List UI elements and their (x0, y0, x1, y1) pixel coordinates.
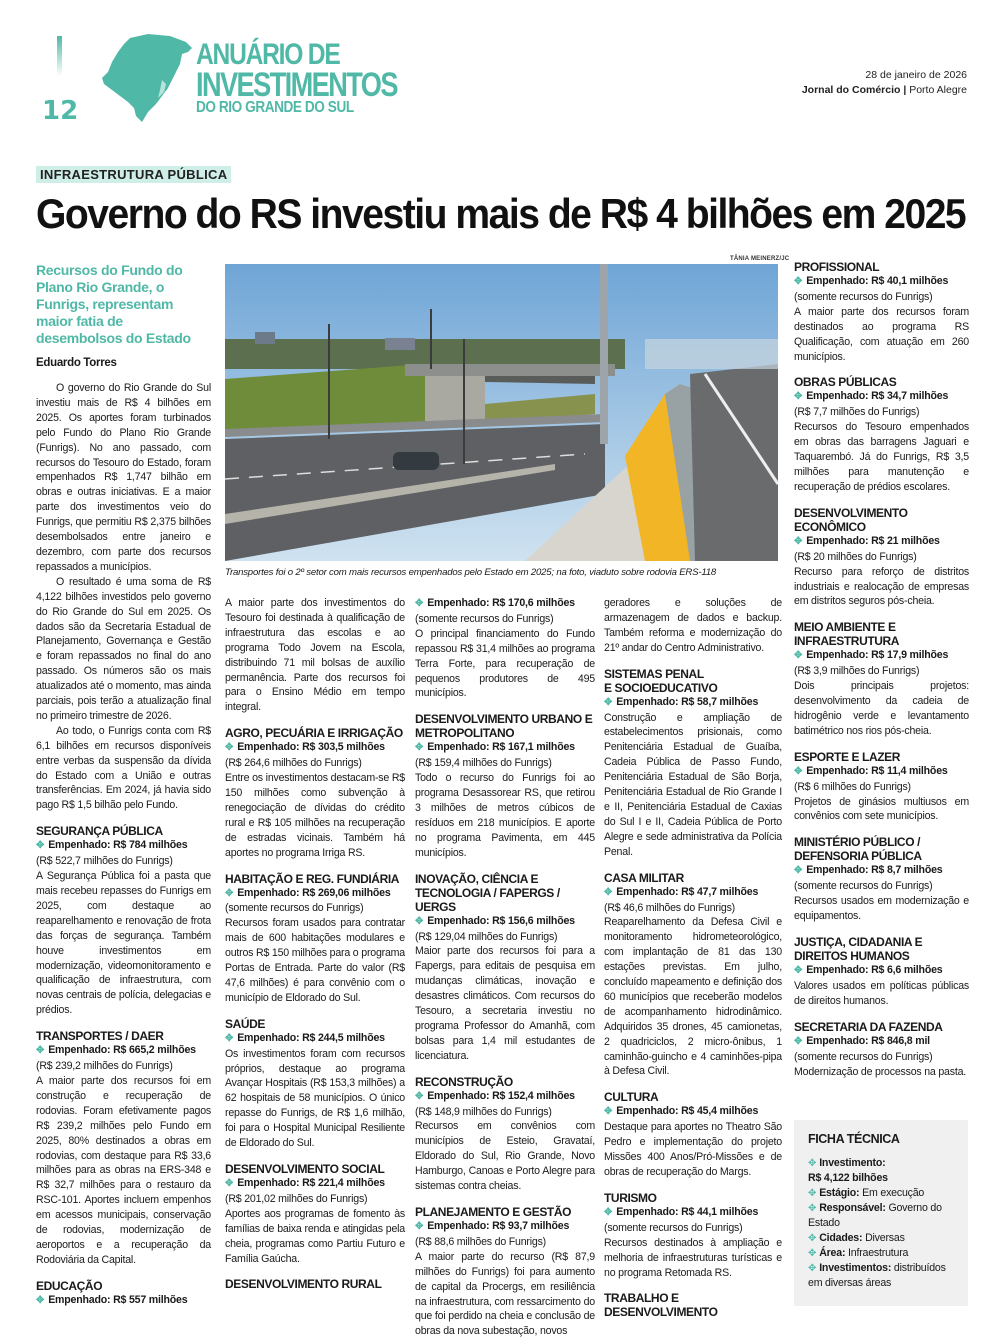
page-number: 12 (42, 96, 79, 126)
logo-line-1: ANUÁRIO DE (196, 38, 340, 71)
title-line: MEIO AMBIENTE E (794, 620, 896, 635)
title-line: INOVAÇÃO, CIÊNCIA E (415, 871, 539, 886)
section-title (415, 712, 595, 740)
empenhado-value: Empenhado: R$ 93,7 milhões (427, 1220, 570, 1232)
funrigs-note: (R$ 7,7 milhões do Funrigs) (794, 406, 920, 419)
empenhado-value: Empenhado: R$ 6,6 milhões (806, 964, 943, 976)
diamond-bullet-icon: ✥ (808, 1233, 817, 1244)
section-title: TRABALHO E DESENVOLVIMENTO (604, 1291, 718, 1320)
ficha-label: Área: (819, 1247, 846, 1259)
diamond-bullet-icon: ✥ (36, 1294, 45, 1306)
ficha-item-investimento (808, 1156, 954, 1186)
title-line: DIREITOS HUMANOS (794, 949, 910, 963)
ficha-value: R$ 4,122 bilhões (808, 1172, 888, 1184)
section-text: O principal financiamento do Fundo repassou R$ 31,4 milhões ao programa Terra Forte, para recuperação de pequenos produtores de 495 municípios. (415, 627, 595, 700)
diamond-bullet-icon: ✥ (225, 887, 234, 899)
lede: Recursos do Fundo do Plano Rio Grande, o Funrigs, representam maior fatia de desembolsos do Estado (36, 262, 191, 346)
empenhado-value: Empenhado: R$ 244,5 milhões (237, 1031, 385, 1044)
empenhado-line (415, 1219, 595, 1235)
funrigs-note: (R$ 201,02 milhões do Funrigs) (225, 1192, 368, 1205)
section-text: Destaque para aportes no Theatro São Pedro e implementação do projeto Missões 400 Anos/Pró-Missões e de obras de recuperação do Margs. (604, 1121, 782, 1178)
section-title: OBRAS PÚBLICAS (794, 375, 897, 390)
diamond-bullet-icon: ✥ (225, 1032, 234, 1044)
empenhado-value: Empenhado: R$ 47,7 milhões (616, 885, 759, 898)
diamond-bullet-icon: ✥ (604, 696, 613, 708)
diamond-bullet-icon: ✥ (36, 840, 45, 852)
section-text: A maior parte do recurso (R$ 87,9 milhões do Funrigs) foi para aumento de capital da Procergs, em resiliência na infraestrutura, com ressarcimento do que foi perdido na cheia e conclusão de obras da nova subestação, novos (415, 1250, 595, 1338)
empenhado-line (36, 1043, 211, 1059)
column-4 (604, 596, 782, 1319)
funrigs-note: (somente recursos do Funrigs) (225, 902, 364, 915)
title-line: JUSTIÇA, CIDADANIA E (794, 935, 923, 949)
section-trabalho-continued (794, 260, 969, 364)
ficha-label: Investimento: (819, 1157, 886, 1169)
empenhado-line (225, 740, 405, 756)
section-saude (225, 1017, 405, 1151)
ficha-item-area (808, 1246, 954, 1261)
ficha-value: Governo do Estado (808, 1202, 942, 1229)
ficha-value: distribuídos em diversas áreas (808, 1262, 946, 1289)
empenhado-line (604, 695, 782, 711)
empenhado-value: Empenhado: R$ 167,1 milhões (427, 741, 575, 754)
ficha-item-cidades (808, 1231, 954, 1246)
diamond-bullet-icon: ✥ (794, 535, 803, 547)
section-trabalho (604, 1291, 782, 1319)
empenhado-value: Empenhado: R$ 665,2 milhões (48, 1044, 196, 1057)
empenhado-line (225, 886, 405, 902)
section-desenvolvimento-urbano (415, 712, 595, 860)
diamond-bullet-icon: ✥ (415, 1090, 424, 1102)
section-text: Maior parte dos recursos foi para a Fapergs, para editais de pesquisa em mudanças climáticas, inovação e desastres climáticos. Com recursos do Tesouro, a secretaria investiu no programa Professor do Amanhã, com bolsas para 1,4 mil estudantes de licenciatura. (415, 945, 595, 1062)
empenhado-value: Empenhado: R$ 846,8 mil (806, 1034, 930, 1047)
empenhado-line (415, 596, 595, 612)
section-text: Recurso para reforço de distritos industriais e realocação de empresas em distritos seguros pós-cheia. (794, 565, 969, 608)
section-title: TRANSPORTES / DAER (36, 1029, 164, 1044)
section-meio-ambiente (794, 620, 969, 738)
anuario-logo (196, 40, 447, 116)
section-turismo (604, 1191, 782, 1281)
ficha-value: Em execução (862, 1187, 925, 1199)
empenhado-value: Empenhado: R$ 8,7 milhões (806, 864, 943, 877)
empenhado-line (794, 1034, 969, 1050)
ficha-item-estagio (808, 1186, 954, 1201)
empenhado-line (415, 1089, 595, 1105)
section-title (794, 620, 969, 648)
section-seguranca (36, 824, 211, 1018)
ficha-item-investimentos (808, 1261, 954, 1291)
section-title: ESPORTE E LAZER (794, 749, 901, 764)
intro-paragraph: O resultado é uma soma de R$ 4,122 bilhões investidos pelo governo do Rio Grande do Sul em 2025. Os dados são da Secretaria Estadual de Planejamento, Governança e Gestão e foram repassados no final do ano passado. Os números são os mais atualizados até o momento, mas ainda parciais, pois terão a atualização final no primeiro trimestre de 2026. (36, 575, 211, 722)
funrigs-note: (somente recursos do Funrigs) (794, 880, 933, 893)
ficha-label: Investimentos: (819, 1262, 892, 1274)
funrigs-note: (somente recursos do Funrigs) (794, 1050, 933, 1063)
section-title (604, 667, 782, 695)
diamond-bullet-icon: ✥ (415, 1221, 424, 1232)
title-line: TECNOLOGIA / FAPERGS / UERGS (415, 885, 560, 914)
empenhado-line (794, 389, 969, 405)
empenhado-line (36, 838, 211, 854)
intro-paragraph: Ao todo, o Funrigs conta com R$ 6,1 bilhões em recursos disponíveis entre verbas da suspensão da dívida do Estado com a União e outras transferências. Em 2024, já havia sido pago R$ 1,5 bilhão pelo Fundo. (36, 724, 211, 812)
ficha-label: Responsável: (819, 1202, 886, 1214)
section-title (794, 935, 969, 963)
empenhado-value: Empenhado: R$ 156,6 milhões (427, 914, 575, 927)
diamond-bullet-icon: ✥ (808, 1203, 817, 1214)
empenhado-line (794, 963, 969, 979)
viaduct-photo-illustration (225, 264, 778, 561)
empenhado-line (794, 274, 969, 290)
section-title (794, 835, 969, 863)
empenhado-value: Empenhado: R$ 303,5 milhões (237, 741, 385, 754)
empenhado-line (604, 1104, 782, 1120)
empenhado-line (604, 885, 782, 901)
photo-credit: TÂNIA MEINERZ/JC (730, 256, 790, 262)
separator: | (900, 84, 910, 96)
diamond-bullet-icon: ✥ (794, 865, 803, 877)
section-cultura (604, 1090, 782, 1180)
title-line: SISTEMAS PENAL (604, 666, 704, 681)
section-text: Construção e ampliação de estabelecimentos prisionais, como Penitenciária Estadual de Guaíba, Cadeia Pública de Passo Fundo, Penitenciária Estadual de São Borja, Penitenciária Estadual de Rio Grande I e II, Penitenciária Estadual de Caxias do Sul I e II, Cadeia Pública de Porto Alegre e sede administrativa da Polícia Penal. (604, 711, 782, 858)
section-planejamento (415, 1205, 595, 1339)
title-line: MINISTÉRIO PÚBLICO / (794, 835, 921, 850)
ficha-title: FICHA TÉCNICA (808, 1132, 900, 1146)
section-text: A Segurança Pública foi a pasta que mais recebeu repasses do Funrigs em 2025, com destaque ao reaparelhamento e renovação de frota das forças de segurança. Também houve investimentos em modernização, videomonitoramento e qualificação de infraestrutura, com novas centrais de polícia, delegacias e prédios. (36, 870, 211, 1017)
section-desenvolvimento-economico (794, 506, 969, 610)
empenhado-line (604, 1205, 782, 1221)
section-text-continued: geradores e soluções de armazenagem de dados e backup. Também reforma e modernização do 21º andar do Centro Administrativo. (604, 597, 782, 654)
article-photo-viaduct (225, 264, 778, 561)
empenhado-value: Empenhado: R$ 58,7 milhões (616, 695, 759, 708)
section-text: A maior parte dos recursos foi em construção e recuperação de rodovias. Foram efetivamente pagos R$ 239,2 milhões pelo Fundo em 2025, 80% destinados a obras em rodovias, com destaque para R$ 33,6 milhões para as obras na ERS-348 e R$ 32,7 milhões para o restauro da RSC-101. Aportes incluem empenhos em acessos municipais, conservação de rodovias, modernização de aeroportos e a recuperação da Rodoviária da Capital. (36, 1074, 211, 1266)
section-text: Dois principais projetos: desenvolvimento da cadeia de hidrogênio verde e levantamento batimétrico nos rios pós-cheia. (794, 680, 969, 737)
diamond-bullet-icon: ✥ (808, 1158, 817, 1169)
diamond-bullet-icon: ✥ (604, 886, 613, 898)
empenhado-line (794, 648, 969, 664)
empenhado-value: Empenhado: R$ 44,1 milhões (616, 1205, 759, 1218)
section-text: Todo o recurso do Funrigs foi ao programa Desassorear RS, que retirou 3 milhões de metros cúbicos de resíduos em 218 municípios. E aporte no programa Pavimenta, em 445 municípios. (415, 772, 595, 859)
empenhado-line (794, 863, 969, 879)
diamond-bullet-icon: ✥ (415, 742, 424, 754)
section-ministerio-publico (794, 835, 969, 924)
empenhado-line (794, 764, 969, 780)
empenhado-value: Empenhado: R$ 784 milhões (48, 839, 188, 852)
funrigs-note: (R$ 264,6 milhões do Funrigs) (225, 757, 362, 770)
section-text: Entre os investimentos destacam-se R$ 150 milhões como subvenção à renegociação de dívidas do crédito rural e R$ 105 milhões na recuperação de estradas vicinais. Também há aportes no programa Irriga RS. (225, 772, 405, 859)
ficha-label: Cidades: (819, 1232, 863, 1244)
city: Porto Alegre (909, 84, 967, 96)
diamond-bullet-icon: ✥ (604, 1206, 613, 1218)
section-title: SAÚDE (225, 1016, 266, 1031)
section-casa-militar (604, 871, 782, 1080)
empenhado-value: Empenhado: R$ 152,4 milhões (427, 1089, 575, 1102)
diamond-bullet-icon: ✥ (808, 1248, 817, 1259)
headline: Governo do RS investiu mais de R$ 4 bilhões em 2025 (36, 190, 966, 237)
title-line: METROPOLITANO (415, 726, 515, 741)
empenhado-line (225, 1031, 405, 1047)
section-text: Recursos destinados à ampliação e melhoria de infraestruturas turísticas e no programa Retomada RS. (604, 1236, 782, 1279)
section-text: Recursos em convênios com municípios de Esteio, Gravataí, Eldorado do Sul, Rio Grande, Novo Hamburgo, Canoas e Porto Alegre para sistemas contra cheias. (415, 1120, 595, 1193)
empenhado-line (415, 740, 595, 756)
empenhado-line (794, 534, 969, 550)
section-desenvolvimento-social (225, 1162, 405, 1266)
section-sistemas-penal (604, 667, 782, 860)
logo-line-3: DO RIO GRANDE DO SUL (196, 99, 354, 116)
section-text: Projetos de ginásios multiusos em convênios com sete municípios. (794, 795, 969, 823)
funrigs-note: (R$ 46,6 milhões do Funrigs) (604, 901, 736, 914)
section-agro (225, 726, 405, 860)
section-text: A maior parte dos recursos foram destinados ao programa RS Qualificação, com atuação em 260 municípios. (794, 305, 969, 363)
section-title: DESENVOLVIMENTO ECONÔMICO (794, 505, 908, 534)
diamond-bullet-icon: ✥ (808, 1263, 817, 1274)
byline: Eduardo Torres (36, 357, 117, 369)
publication-date: 28 de janeiro de 2026 (865, 69, 967, 81)
empenhado-value: Empenhado: R$ 40,1 milhões (806, 275, 949, 287)
diamond-bullet-icon: ✥ (415, 915, 424, 927)
section-text: Reaparelhamento da Defesa Civil e monitoramento hidrometeorológico, com implantação de 81 das 130 estações previstas. Em julho, concluído mapeamento e definição dos 60 municípios que receberão modelos de acompanhamento hidrodinâmico. Adquiridos 35 drones, 45 camionetas, 2 quadriciclos, 2 micro-ônibus, 1 caminhão-guincho e 4 caminhões-pipa à Defesa Civil. (604, 916, 782, 1078)
funrigs-note: (R$ 6 milhões do Funrigs) (794, 780, 911, 793)
section-text: Recursos usados em modernização e equipamentos. (794, 895, 969, 923)
funrigs-note: (R$ 88,6 milhões do Funrigs) (415, 1235, 547, 1248)
funrigs-note: (somente recursos do Funrigs) (415, 612, 554, 625)
column-5 (794, 260, 969, 1079)
diamond-bullet-icon: ✥ (808, 1188, 817, 1199)
section-justica (794, 935, 969, 1009)
newspaper-name: Jornal do Comércio (801, 84, 901, 96)
section-obras-publicas (794, 375, 969, 494)
section-title: CASA MILITAR (604, 870, 684, 885)
funrigs-note: (R$ 129,04 milhões do Funrigs) (415, 930, 558, 943)
diamond-bullet-icon: ✥ (794, 765, 803, 777)
section-text: Recursos foram usados para contratar mais de 600 habitações modulares e outros R$ 150 milhões para o programa Portas de Entrada. Parte do valor (R$ 47,6 milhões) é para convênio com o município de Eldorado do Sul. (225, 917, 405, 1004)
diamond-bullet-icon: ✥ (794, 650, 803, 662)
diamond-bullet-icon: ✥ (36, 1045, 45, 1057)
diamond-bullet-icon: ✥ (794, 391, 803, 403)
section-title: DESENVOLVIMENTO RURAL (225, 1277, 382, 1292)
section-text-continued: A maior parte dos investimentos do Tesouro foi destinada à qualificação de infraestrutura das escolas e ao programa Todo Jovem na Escola, distribuindo 71 mil bolsas de auxílio permanência. Parte dos recursos foi para o Ensino Médio em tempo integral. (225, 597, 405, 714)
ficha-value: Infraestrutura (848, 1247, 909, 1259)
empenhado-line (36, 1293, 211, 1309)
section-title: EDUCAÇÃO (36, 1278, 103, 1293)
funrigs-note: (R$ 159,4 milhões do Funrigs) (415, 757, 552, 770)
ficha-item-responsavel (808, 1201, 954, 1231)
empenhado-value: Empenhado: R$ 11,4 milhões (806, 764, 948, 777)
section-fazenda (794, 1020, 969, 1080)
section-transportes (36, 1029, 211, 1268)
empenhado-value: Empenhado: R$ 557 milhões (48, 1293, 188, 1306)
section-text: Recursos do Tesouro empenhados em obras das barragens Jaguari e Taquarembó. Já do Funrigs, R$ 3,5 milhões para manutenção e recuperação de prédios escolares. (794, 421, 969, 493)
section-title: TURISMO (604, 1190, 657, 1205)
section-text: Aportes aos programas de fomento às famílias de baixa renda e atingidas pela cheia, programas como Partiu Futuro e Família Gaúcha. (225, 1207, 405, 1265)
section-title: SECRETARIA DA FAZENDA (794, 1019, 943, 1034)
rio-grande-do-sul-map-icon (100, 32, 195, 124)
empenhado-value: Empenhado: R$ 221,4 milhões (237, 1177, 385, 1189)
section-inovacao (415, 872, 595, 1064)
diamond-bullet-icon: ✥ (794, 1035, 803, 1047)
section-title: CULTURA (604, 1090, 659, 1105)
empenhado-value: Empenhado: R$ 45,4 milhões (616, 1105, 759, 1118)
title-line: INFRAESTRUTURA (794, 634, 900, 649)
title-line: E SOCIOEDUCATIVO (604, 680, 718, 695)
section-reconstrucao (415, 1075, 595, 1194)
funrigs-note: (R$ 522,7 milhões do Funrigs) (36, 855, 173, 868)
section-title: PLANEJAMENTO E GESTÃO (415, 1205, 572, 1219)
ficha-value: Diversas (865, 1232, 905, 1244)
funrigs-note: (R$ 239,2 milhões do Funrigs) (36, 1060, 173, 1073)
column-3 (415, 596, 595, 1339)
photo-caption: Transportes foi o 2º setor com mais recursos empenhados pelo Estado em 2025; na foto, viaduto sobre rodovia ERS-118 (225, 567, 717, 578)
section-text: Valores usados em políticas públicas de direitos humanos. (794, 979, 969, 1007)
title-line: DESENVOLVIMENTO URBANO E (415, 712, 593, 727)
publication-line (802, 83, 967, 98)
empenhado-value: Empenhado: R$ 17,9 milhões (806, 649, 949, 662)
empenhado-value: Empenhado: R$ 34,7 milhões (806, 390, 949, 403)
diamond-bullet-icon: ✥ (415, 598, 424, 609)
empenhado-value: Empenhado: R$ 269,06 milhões (237, 886, 391, 899)
section-title: SEGURANÇA PÚBLICA (36, 824, 163, 839)
diamond-bullet-icon: ✥ (225, 742, 234, 754)
logo-line-2: INVESTIMENTOS (196, 66, 397, 104)
funrigs-note: (R$ 20 milhões do Funrigs) (794, 550, 917, 563)
section-title: AGRO, PECUÁRIA E IRRIGAÇÃO (225, 726, 403, 741)
ficha-label: Estágio: (819, 1187, 860, 1199)
funrigs-note: (somente recursos do Funrigs) (794, 290, 933, 303)
title-line: DEFENSORIA PÚBLICA (794, 849, 922, 864)
folio-bar (57, 36, 62, 76)
funrigs-note: (R$ 148,9 milhões do Funrigs) (415, 1105, 552, 1118)
section-title: RECONSTRUÇÃO (415, 1074, 513, 1089)
column-2 (225, 596, 405, 1291)
section-esporte-lazer (794, 750, 969, 825)
empenhado-value: Empenhado: R$ 21 milhões (806, 534, 940, 547)
ficha-tecnica-box (794, 1120, 968, 1306)
intro-paragraph: O governo do Rio Grande do Sul investiu mais de R$ 4 bilhões em 2025. Os aportes foram turbinados pelo Fundo do Plano Rio Grande (Funrigs). No ano passado, com recursos do Tesouro do Estado, foram empenhados R$ 1,747 bilhão em obras e outras iniciativas. E a maior parte dos investimentos veio do Funrigs, que permitiu R$ 2,375 bilhões desembolsados entre janeiro e dezembro, com parte dos recursos repassados a municípios. (36, 382, 211, 573)
section-title: HABITAÇÃO E REG. FUNDIÁRIA (225, 871, 400, 886)
empenhado-value: Empenhado: R$ 170,6 milhões (427, 597, 575, 609)
section-text: Modernização de processos na pasta. (794, 1065, 967, 1078)
empenhado-line (415, 914, 595, 930)
section-text: Os investimentos foram com recursos próprios, destaque ao programa Avançar Hospitais (R$ 153,3 milhões) a 62 hospitais de 58 municípios. O único repasse do Funrigs, de R$ 1,6 milhão, foi para o Hospital Municipal Resiliente de Eldorado do Sul. (225, 1047, 405, 1150)
diamond-bullet-icon: ✥ (604, 1106, 613, 1118)
section-title: DESENVOLVIMENTO SOCIAL (225, 1162, 385, 1176)
section-educacao (36, 1279, 211, 1309)
section-desenvolvimento-rural (225, 1277, 405, 1291)
diamond-bullet-icon: ✥ (794, 276, 803, 287)
section-title: PROFISSIONAL (794, 260, 880, 274)
funrigs-note: (R$ 3,9 milhões do Funrigs) (794, 665, 920, 678)
section-title (415, 872, 595, 914)
funrigs-note: (somente recursos do Funrigs) (604, 1221, 743, 1234)
section-kicker: INFRAESTRUTURA PÚBLICA (36, 166, 231, 183)
diamond-bullet-icon: ✥ (794, 965, 803, 976)
column-1 (36, 381, 211, 1309)
diamond-bullet-icon: ✥ (225, 1178, 234, 1189)
section-habitacao (225, 872, 405, 1006)
empenhado-line (225, 1176, 405, 1192)
masthead (802, 68, 967, 98)
